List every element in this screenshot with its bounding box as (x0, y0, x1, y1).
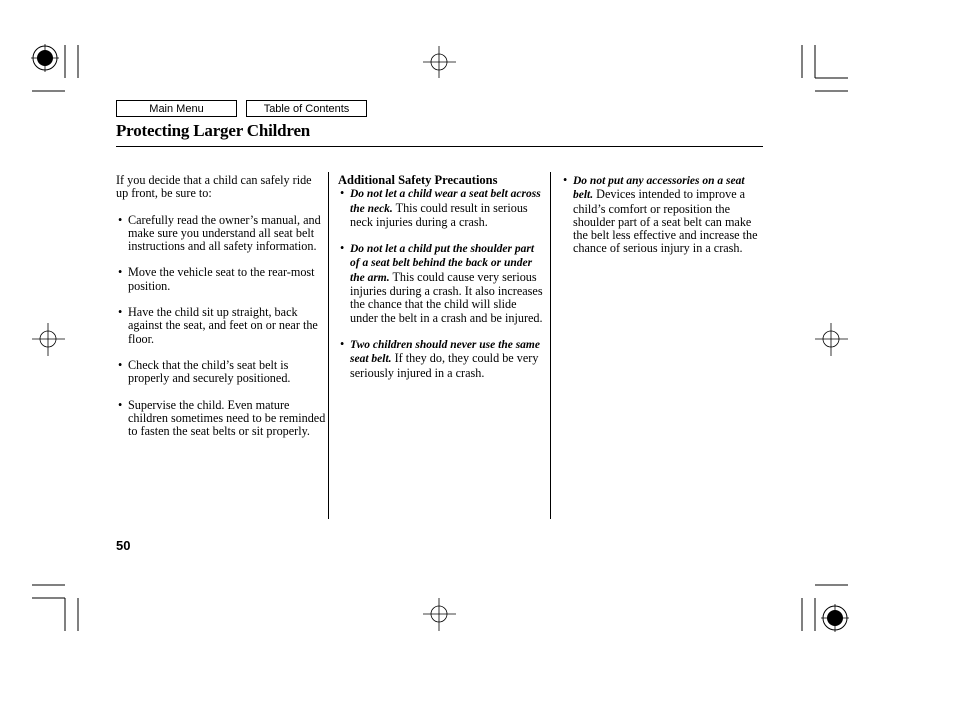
column-divider (328, 172, 329, 519)
main-menu-button[interactable]: Main Menu (116, 100, 237, 117)
warning-text: Two children should never use the same seat belt. (350, 338, 540, 366)
list-item: • Two children should never use the same seat belt. If they do, they could be very seriously injured in a crash. (340, 336, 540, 380)
list-item: • Carefully read the owner’s manual, and make sure you understand all seat belt instructions and all safety information. (118, 212, 321, 254)
list-item: • Check that the child’s seat belt is properly and securely positioned. (118, 357, 291, 386)
bullet-icon: • (340, 241, 345, 256)
section-heading: Additional Safety Precautions (338, 173, 498, 187)
bullet-icon: • (118, 265, 123, 280)
crosshair-icon (815, 323, 848, 356)
title-rule (116, 146, 763, 147)
list-item: • Move the vehicle seat to the rear-most position. (118, 265, 315, 293)
list-item: • Do not let a child wear a seat belt across the neck. This could result in serious neck injuries during a crash. (340, 186, 541, 229)
intro-paragraph: If you decide that a child can safely ride up front, be sure to: (116, 173, 312, 201)
bullet-icon: • (118, 357, 123, 372)
bullet-icon: • (118, 397, 123, 412)
column-3 (561, 174, 759, 256)
list-item: • Supervise the child. Even mature children sometimes need to be reminded to fasten the seat belts or sit properly. (118, 397, 326, 439)
bullet-icon: • (118, 212, 123, 227)
warning-text: Do not let a child wear a seat belt across the neck. (350, 188, 541, 215)
bullet-icon: • (118, 305, 123, 320)
warning-text: Do not put any accessories on a seat belt. (573, 175, 745, 202)
crosshair-icon (423, 46, 456, 78)
page-title: Protecting Larger Children (116, 121, 311, 140)
registration-target-icon (821, 604, 849, 632)
crosshair-icon (423, 598, 456, 631)
column-1 (116, 174, 324, 438)
column-2 (338, 174, 544, 380)
table-of-contents-button[interactable]: Table of Contents (246, 100, 367, 117)
registration-target-icon (31, 44, 59, 72)
list-item: • Do not put any accessories on a seat belt. Devices intended to improve a child’s comfort or reposition the shoulder part of a seat belt can make the belt less effective and increase the chance of serious injury in a crash. (563, 173, 758, 256)
page-number: 50 (116, 538, 131, 553)
list-item: • Have the child sit up straight, back against the seat, and feet on or near the floor. (118, 305, 318, 346)
bullet-icon: • (340, 336, 345, 351)
bullet-icon: • (340, 186, 345, 201)
bullet-icon: • (563, 173, 568, 187)
column-divider (550, 172, 551, 519)
crosshair-icon (32, 323, 65, 356)
warning-text: Do not let a child put the shoulder part of a seat belt behind the back or under the arm. (350, 243, 535, 284)
list-item: • Do not let a child put the shoulder part of a seat belt behind the back or under the arm. This could cause very serious injuries during a crash. It also increases the chance that the child will slide under the belt in a crash and be injured. (340, 241, 543, 325)
